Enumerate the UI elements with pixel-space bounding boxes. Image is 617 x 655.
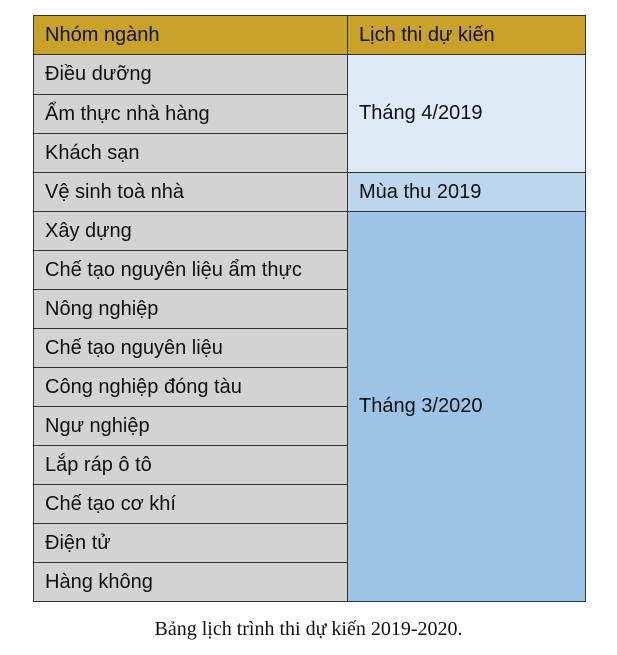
industry-group-cell: Công nghiệp đóng tàu (34, 368, 348, 407)
industry-group-cell: Xây dựng (34, 212, 348, 251)
industry-group-cell: Ẩm thực nhà hàng (34, 95, 348, 134)
industry-group-cell: Chế tạo nguyên liệu (34, 329, 348, 368)
industry-group-cell: Vệ sinh toà nhà (34, 173, 348, 212)
industry-group-cell: Lắp ráp ô tô (34, 446, 348, 485)
header-exam-schedule: Lịch thi dự kiến (348, 16, 586, 55)
table-header-row (34, 16, 586, 55)
industry-group-cell: Chế tạo cơ khí (34, 485, 348, 524)
table-row (34, 55, 586, 95)
industry-group-cell: Ngư nghiệp (34, 407, 348, 446)
industry-group-cell: Điều dưỡng (34, 55, 348, 95)
industry-group-cell: Chế tạo nguyên liệu ẩm thực (34, 251, 348, 290)
schedule-cell-march-2020: Tháng 3/2020 (348, 212, 586, 602)
industry-group-cell: Khách sạn (34, 134, 348, 173)
schedule-table (33, 15, 586, 602)
schedule-table-wrapper (33, 15, 586, 602)
header-industry-group: Nhóm ngành (34, 16, 348, 55)
schedule-cell-autumn-2019: Mùa thu 2019 (348, 173, 586, 212)
industry-group-cell: Nông nghiệp (34, 290, 348, 329)
industry-group-cell: Điện tử (34, 524, 348, 563)
table-row (34, 212, 586, 251)
table-caption: Bảng lịch trình thi dự kiến 2019-2020. (154, 618, 463, 640)
table-row (34, 173, 586, 212)
schedule-cell-april-2019: Tháng 4/2019 (348, 55, 586, 173)
industry-group-cell: Hàng không (34, 563, 348, 602)
